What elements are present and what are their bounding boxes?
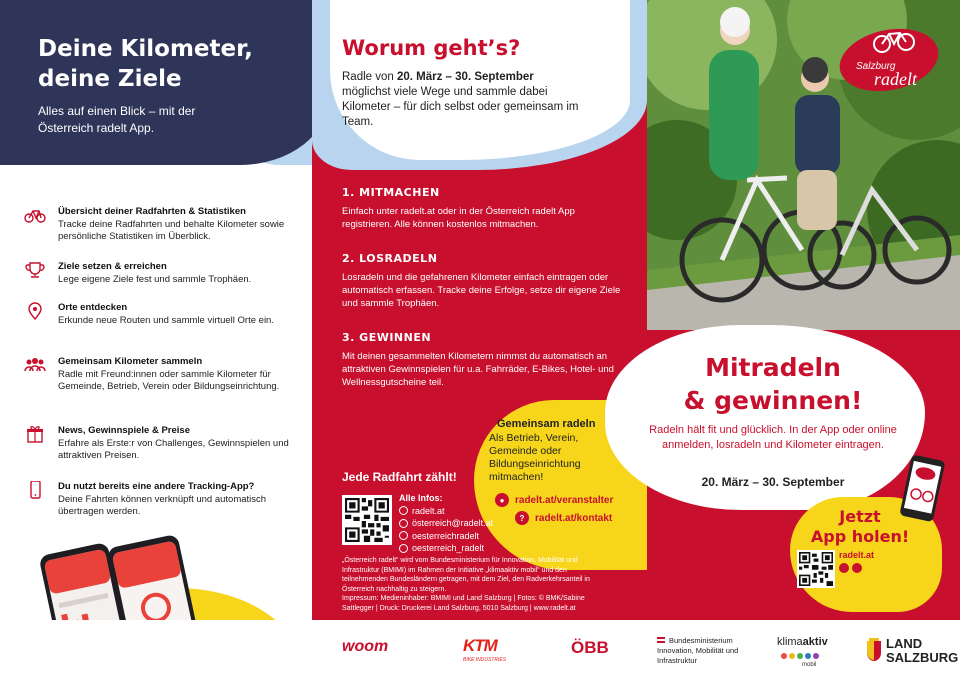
contact-info xyxy=(399,492,493,555)
headline-line-1: Mitradeln xyxy=(705,353,841,382)
klimaaktiv-logo xyxy=(777,636,828,648)
get-app-heading xyxy=(800,507,920,547)
intro-date: 20. März – 30. September xyxy=(396,71,534,83)
instagram-icon[interactable] xyxy=(852,563,862,573)
klima-sub: mobil xyxy=(802,662,817,668)
salzburg-radelt-logo xyxy=(834,22,944,97)
headline xyxy=(648,351,898,417)
feature-title: Orte entdecken xyxy=(58,302,128,313)
intro-text xyxy=(342,70,582,130)
step-title: 3. GEWINNEN xyxy=(342,331,432,344)
step-item xyxy=(342,252,622,310)
page-title xyxy=(38,34,298,94)
feature-text: Tracke deine Radfahrten und behalte Kilometer sowie persönliche Statistiken im Überblick. xyxy=(58,218,285,242)
location-pin-icon xyxy=(24,302,46,320)
group-title: Gemeinsam radeln xyxy=(497,418,596,430)
step-title: 2. LOSRADELN xyxy=(342,252,438,265)
bmk-text: Bundesministerium Innovation, Mobilität und Infrastruktur xyxy=(657,636,739,665)
link-kontakt[interactable] xyxy=(515,511,612,525)
group-text: Als Betrieb, Verein, Gemeinde oder Bildungseinrichtung mitmachen! xyxy=(489,432,581,483)
feature-item xyxy=(24,425,304,463)
title-line-2: deine Ziele xyxy=(38,66,182,92)
headline-line-2: & gewinnen! xyxy=(683,386,863,415)
feature-text: Lege eigene Ziele fest und sammle Trophäen. xyxy=(58,273,252,285)
info-instagram-text[interactable]: oesterreich_radelt xyxy=(412,543,485,553)
fine-print xyxy=(342,556,612,613)
step-title: 1. MITMACHEN xyxy=(342,186,440,199)
headline-body: Radeln hält fit und glücklich. In der App oder online anmelden, losradeln und Kilometer eintragen. xyxy=(649,424,897,451)
land-line-1: LAND xyxy=(886,636,923,651)
question-icon: ? xyxy=(515,511,529,525)
klima-pre: klima xyxy=(777,636,803,648)
jede-radfahrt-label: Jede Radfahrt zählt! xyxy=(342,470,457,484)
group-icon xyxy=(24,356,46,374)
feature-text: Deine Fahrten können verknüpft und automatisch übertragen werden. xyxy=(58,493,267,517)
qr-code[interactable] xyxy=(342,495,392,545)
trophy-icon xyxy=(24,261,46,279)
ktm-subtitle: BIKE INDUSTRIES xyxy=(463,657,507,663)
facebook-icon[interactable] xyxy=(839,563,849,573)
page-subtitle: Alles auf einen Blick – mit der Österreich radelt App. xyxy=(38,104,196,135)
gift-icon xyxy=(24,425,46,443)
instagram-icon xyxy=(399,544,408,553)
section-heading: Worum geht’s? xyxy=(342,36,521,60)
land-salzburg-logo xyxy=(886,637,958,665)
feature-title: Übersicht deiner Radfahrten & Statistiken xyxy=(58,206,246,217)
app-link[interactable]: radelt.at xyxy=(839,550,875,560)
feature-title: Du nutzt bereits eine andere Tracking-App? xyxy=(58,481,255,492)
feature-title: News, Gewinnspiele & Preise xyxy=(58,425,190,436)
email-icon xyxy=(399,519,408,528)
info-email-text[interactable]: österreich@radelt.at xyxy=(412,518,494,528)
campaign-date: 20. März – 30. September xyxy=(701,475,845,489)
feature-text: Erkunde neue Routen und sammle virtuell Orte ein. xyxy=(58,314,274,326)
social-icons xyxy=(839,563,862,573)
feature-item xyxy=(24,261,304,286)
info-facebook-text[interactable]: oesterreichradelt xyxy=(412,530,480,541)
feature-item xyxy=(24,206,304,244)
facebook-icon xyxy=(399,531,408,540)
step-text: Mit deinen gesammelten Kilometern nimmst du automatisch an attraktiven Gewinnspielen für u.a. Fahrräder, E-Bikes, Hotel- und Wellnessgutscheine teil. xyxy=(342,351,614,388)
bicycle-icon xyxy=(24,206,46,224)
info-website-text[interactable]: radelt.at xyxy=(412,505,445,516)
info-website[interactable] xyxy=(399,505,493,518)
ktm-logo: KTM xyxy=(463,636,497,655)
feature-text: Erfahre als Erste:r von Challenges, Gewinnspielen und attraktiven Preisen. xyxy=(58,437,289,461)
link-veranstalter[interactable] xyxy=(495,493,613,507)
feature-item xyxy=(24,356,304,394)
info-email[interactable] xyxy=(399,517,493,530)
step-item xyxy=(342,331,622,389)
info-facebook[interactable] xyxy=(399,530,493,543)
title-line-1: Deine Kilometer, xyxy=(38,36,253,62)
woom-logo: woom xyxy=(342,638,389,655)
impressum-text: Impressum: Medieninhaber: BMIMI und Land Salzburg | Fotos: © BMK/Sabine Sattlegger | Druck: Druckerei Land Salzburg, 5010 Salzburg | www.radelt.at xyxy=(342,595,585,612)
group-icon: ● xyxy=(495,493,509,507)
fine-print-text: „Österreich radelt“ wird vom Bundesministerium für Innovation, Mobilität und Infrastruktur (BMIMI) im Rahmen der Initiative „klimaaktiv mobil“ und den teilnehmenden Bundesländern getragen, mit dem Ziel, den Radverkehrsanteil in Österreich nachhaltig zu steigern. xyxy=(342,557,590,593)
klimaaktiv-dots xyxy=(781,653,819,659)
step-text: Einfach unter radelt.at oder in der Österreich radelt App registrieren. Alle können kostenlos mitmachen. xyxy=(342,206,575,230)
feature-text: Radle mit Freund:innen oder sammle Kilometer für Gemeinde, Betrieb, Verein oder Bildungseinrichtung. xyxy=(58,368,280,392)
logo-main-text: radelt xyxy=(874,69,917,89)
salzburg-crest-icon xyxy=(866,638,882,662)
feature-item xyxy=(24,481,304,519)
oebb-logo: ÖBB xyxy=(571,638,609,657)
step-text: Losradeln und die gefahrenen Kilometer einfach eintragen oder automatisch erfassen. Tracke deine Erfolge, setze dir eigene Ziele und sammle Trophäen. xyxy=(342,272,621,309)
intro-post: möglichst viele Wege und sammle dabei Kilometer – für dich selbst oder gemeinsam im Team. xyxy=(342,86,579,128)
klima-bold: aktiv xyxy=(802,636,828,648)
logo-top-text: Salzburg xyxy=(856,61,896,72)
feature-item xyxy=(24,302,304,327)
infos-label: Alle Infos: xyxy=(399,493,443,503)
bmk-logo xyxy=(657,636,767,666)
globe-icon xyxy=(399,506,408,515)
land-line-2: SALZBURG xyxy=(886,650,959,665)
info-instagram[interactable] xyxy=(399,542,493,555)
smartphone-icon xyxy=(24,481,46,499)
step-item xyxy=(342,186,622,231)
feature-title: Gemeinsam Kilometer sammeln xyxy=(58,356,203,367)
link-veranstalter-text[interactable]: radelt.at/veranstalter xyxy=(515,494,614,506)
get-app-line-2: App holen! xyxy=(810,527,910,546)
get-app-line-1: Jetzt xyxy=(839,507,881,526)
app-qr-code[interactable] xyxy=(797,550,835,588)
link-kontakt-text[interactable]: radelt.at/kontakt xyxy=(535,512,613,524)
feature-title: Ziele setzen & erreichen xyxy=(58,261,167,272)
intro-pre: Radle von xyxy=(342,71,397,83)
